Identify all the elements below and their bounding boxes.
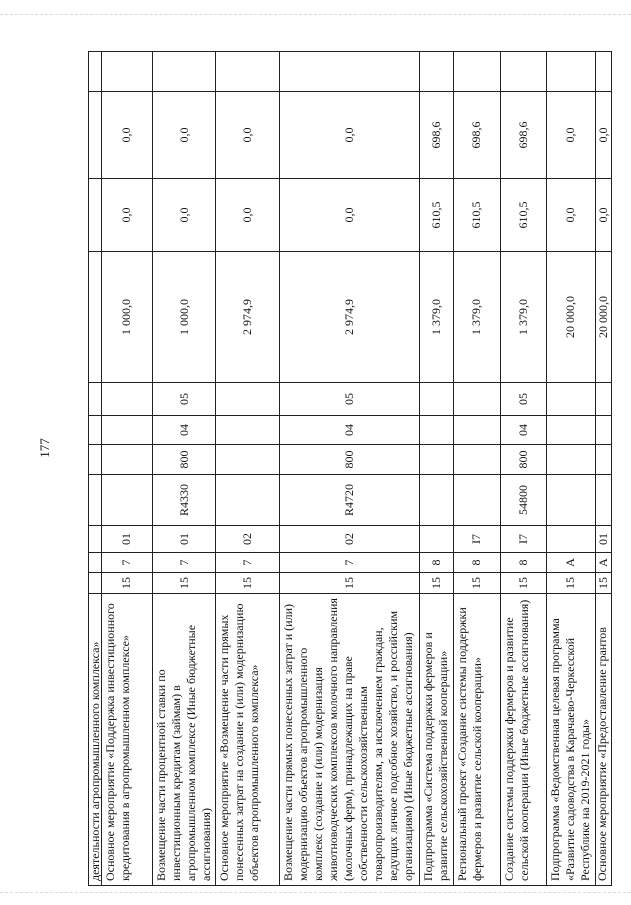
cell-amount-1: 1 379,0 (419, 252, 453, 383)
cell-blank (280, 52, 420, 92)
cell-activity: I7 (500, 526, 547, 553)
cell-subprogram: 7 (102, 553, 153, 573)
cell-subsection (89, 383, 102, 416)
cell-subsection (216, 383, 280, 416)
cell-subprogram: А (547, 553, 596, 573)
cell-amount-3: 698,6 (419, 92, 453, 179)
table-row (500, 52, 547, 886)
cell-amount-3: 0,0 (547, 92, 596, 179)
cell-ministry: 15 (500, 573, 547, 594)
cell-target-article: 54800 (500, 475, 547, 526)
cell-target-article (89, 475, 102, 526)
cell-amount-1: 2 974,9 (216, 252, 280, 383)
cell-target-article (547, 475, 596, 526)
cell-ministry: 15 (595, 573, 611, 594)
cell-amount-1 (89, 252, 102, 383)
cell-ministry: 15 (419, 573, 453, 594)
scan-bottom-edge (0, 892, 631, 894)
cell-activity (419, 526, 453, 553)
cell-expense-type: 800 (152, 445, 216, 475)
row-name: Возмещение части процентной ставки по инвестиционным кредитам (займам) в агропромышленном комплексе (Иные бюджетные ассигнования) (152, 594, 216, 886)
cell-subprogram: 7 (216, 553, 280, 573)
cell-amount-2: 0,0 (152, 179, 216, 252)
cell-activity: 01 (152, 526, 216, 553)
cell-ministry: 15 (547, 573, 596, 594)
table-row (454, 52, 501, 886)
cell-target-article: R4720 (280, 475, 420, 526)
row-name: Подпрограмма «Система поддержки фермеров и развитие сельскохозяйственной кооперации» (419, 594, 453, 886)
cell-activity: 01 (102, 526, 153, 553)
cell-blank (102, 52, 153, 92)
cell-subsection (102, 383, 153, 416)
cell-activity: I7 (454, 526, 501, 553)
cell-activity: 02 (216, 526, 280, 553)
cell-expense-type (102, 445, 153, 475)
cell-subprogram: 8 (500, 553, 547, 573)
table-row (216, 52, 280, 886)
cell-section (595, 416, 611, 445)
cell-expense-type (419, 445, 453, 475)
cell-amount-2: 610,5 (454, 179, 501, 252)
cell-expense-type: 800 (500, 445, 547, 475)
cell-amount-1: 1 000,0 (102, 252, 153, 383)
cell-subsection (454, 383, 501, 416)
cell-target-article (102, 475, 153, 526)
cell-ministry: 15 (102, 573, 153, 594)
row-name: деятельности агропромышленного комплекса» (89, 594, 102, 886)
cell-subprogram: 8 (454, 553, 501, 573)
cell-amount-1: 1 379,0 (500, 252, 547, 383)
cell-subsection: 05 (280, 383, 420, 416)
cell-section (89, 416, 102, 445)
cell-subprogram: 7 (280, 553, 420, 573)
cell-target-article (216, 475, 280, 526)
cell-amount-3: 0,0 (102, 92, 153, 179)
cell-expense-type (595, 445, 611, 475)
row-name: Основное мероприятие «Поддержка инвестиционного кредитования в агропромышленном комплексе» (102, 594, 153, 886)
cell-amount-2: 610,5 (500, 179, 547, 252)
cell-expense-type (89, 445, 102, 475)
cell-blank (500, 52, 547, 92)
cell-blank (216, 52, 280, 92)
cell-target-article: R4330 (152, 475, 216, 526)
cell-section (216, 416, 280, 445)
cell-subsection (547, 383, 596, 416)
cell-activity: 02 (280, 526, 420, 553)
cell-subsection: 05 (152, 383, 216, 416)
budget-table (88, 51, 612, 886)
cell-amount-3 (89, 92, 102, 179)
cell-amount-3: 0,0 (216, 92, 280, 179)
cell-activity: 01 (595, 526, 611, 553)
cell-amount-2: 610,5 (419, 179, 453, 252)
cell-target-article (595, 475, 611, 526)
cell-section (547, 416, 596, 445)
row-name: Возмещение части прямых понесенных затрат и (или) модернизацию объектов агропромышленного комплекс (создание и (или) модернизация животноводческих комплексов молочного направления (молочных ферм), принадлежащих на праве собственности сельскохозяйственным товаропроизводителям, за исключением граждан, ведущих личное подсобное хозяйство, и российским организациям) (Иные бюджетные ассигнования) (280, 594, 420, 886)
cell-blank (152, 52, 216, 92)
rotated-budget-table (88, 52, 612, 886)
cell-amount-2: 0,0 (102, 179, 153, 252)
cell-target-article (419, 475, 453, 526)
cell-amount-3: 0,0 (280, 92, 420, 179)
cell-amount-3: 698,6 (454, 92, 501, 179)
cell-ministry (89, 573, 102, 594)
cell-blank (419, 52, 453, 92)
cell-section (419, 416, 453, 445)
cell-blank (547, 52, 596, 92)
cell-amount-1: 1 000,0 (152, 252, 216, 383)
row-name: Создание системы поддержки фермеров и развитие сельской кооперации (Иные бюджетные ассигнования) (500, 594, 547, 886)
row-name: Основное мероприятие «Предоставление грантов (595, 594, 611, 886)
cell-expense-type: 800 (280, 445, 420, 475)
cell-amount-2: 0,0 (280, 179, 420, 252)
cell-subsection: 05 (500, 383, 547, 416)
cell-section: 04 (152, 416, 216, 445)
cell-amount-1: 2 974,9 (280, 252, 420, 383)
page-number: 177 (37, 438, 52, 458)
cell-ministry: 15 (280, 573, 420, 594)
cell-blank (595, 52, 611, 92)
cell-section: 04 (280, 416, 420, 445)
row-name: Региональный проект «Создание системы поддержки фермеров и развитие сельской кооперации» (454, 594, 501, 886)
cell-expense-type (547, 445, 596, 475)
cell-subsection (419, 383, 453, 416)
cell-blank (454, 52, 501, 92)
cell-ministry: 15 (454, 573, 501, 594)
cell-amount-2: 0,0 (595, 179, 611, 252)
table-row (152, 52, 216, 886)
cell-subprogram (89, 553, 102, 573)
cell-amount-2 (89, 179, 102, 252)
cell-amount-2: 0,0 (216, 179, 280, 252)
table-row (419, 52, 453, 886)
cell-blank (89, 52, 102, 92)
table-row (89, 52, 102, 886)
cell-subprogram: 7 (152, 553, 216, 573)
row-name: Подпрограмма «Ведомственная целевая программа «Развитие садоводства в Карачаево-Черкесской Республике на 2019-2021 годы» (547, 594, 596, 886)
cell-amount-1: 1 379,0 (454, 252, 501, 383)
cell-subprogram: 8 (419, 553, 453, 573)
cell-activity (547, 526, 596, 553)
cell-activity (89, 526, 102, 553)
cell-amount-1: 20 000,0 (547, 252, 596, 383)
cell-ministry: 15 (216, 573, 280, 594)
cell-amount-2: 0,0 (547, 179, 596, 252)
cell-subprogram: А (595, 553, 611, 573)
cell-target-article (454, 475, 501, 526)
cell-section (102, 416, 153, 445)
cell-section: 04 (500, 416, 547, 445)
table-row (102, 52, 153, 886)
cell-amount-3: 698,6 (500, 92, 547, 179)
cell-expense-type (216, 445, 280, 475)
cell-amount-1: 20 000,0 (595, 252, 611, 383)
cell-subsection (595, 383, 611, 416)
cell-expense-type (454, 445, 501, 475)
cell-ministry: 15 (152, 573, 216, 594)
cell-amount-3: 0,0 (152, 92, 216, 179)
row-name: Основное мероприятие «Возмещение части прямых понесенных затрат на создание и (или) модернизацию объектов агропромышленного комплекса» (216, 594, 280, 886)
table-row (547, 52, 596, 886)
cell-amount-3: 0,0 (595, 92, 611, 179)
table-row (280, 52, 420, 886)
cell-section (454, 416, 501, 445)
scan-top-edge (0, 14, 631, 16)
table-row (595, 52, 611, 886)
